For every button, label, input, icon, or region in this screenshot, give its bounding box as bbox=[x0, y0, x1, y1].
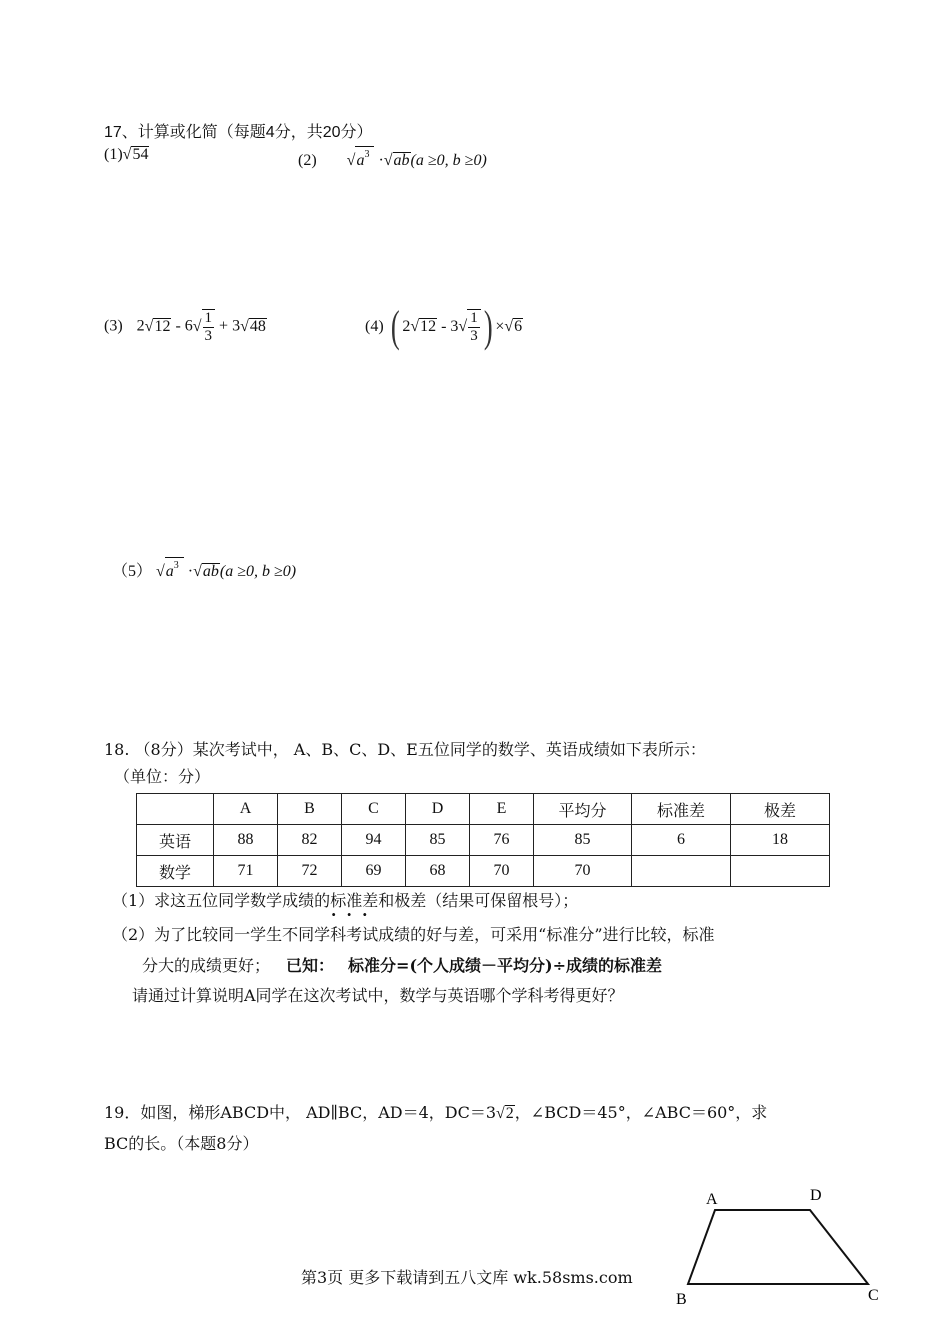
q17-title: 17、计算或化简（每题4分，共20分） bbox=[104, 124, 373, 141]
trapezoid-figure bbox=[660, 1180, 900, 1310]
table-cell: B bbox=[278, 794, 342, 825]
sqrt-a3: $√a^3$ bbox=[347, 146, 375, 170]
q17-part2: (2) $√a^3 \cdot√ab(a \ge 0$, b ≥0) bbox=[298, 146, 487, 170]
q18-sub2-line1: （2）为了比较同一学生不同学科考试成绩的好与差，可采用“标准分”进行比较，标准 bbox=[112, 925, 715, 944]
q17-p3-label: (3) bbox=[104, 317, 123, 335]
page-footer: 第3页 更多下载请到五八文库 wk.58sms.com bbox=[301, 1268, 633, 1287]
table-cell bbox=[137, 794, 214, 825]
vertex-label-c: C bbox=[868, 1287, 879, 1304]
sqrt-54: √54 bbox=[122, 146, 149, 163]
table-cell bbox=[731, 856, 830, 887]
vertex-label-b: B bbox=[676, 1291, 687, 1308]
emphasized-text: 标准差 ··· bbox=[330, 891, 379, 924]
table-cell: 18 bbox=[731, 825, 830, 856]
q17-p2-label: (2) bbox=[298, 152, 317, 169]
table-cell: E bbox=[470, 794, 534, 825]
sqrt-ab: √ab bbox=[383, 152, 410, 169]
table-cell: 69 bbox=[342, 856, 406, 887]
scores-table bbox=[136, 793, 830, 887]
table-row bbox=[137, 856, 830, 887]
q18-title: 18. （8分）某次考试中， A、B、C、D、E五位同学的数学、英语成绩如下表所示： bbox=[104, 740, 706, 759]
table-cell: 82 bbox=[278, 825, 342, 856]
vertex-label-a: A bbox=[706, 1191, 718, 1208]
q17-p1-label: (1) bbox=[104, 146, 123, 163]
table-cell bbox=[632, 856, 731, 887]
table-cell: C bbox=[342, 794, 406, 825]
vertex-label-d: D bbox=[810, 1187, 822, 1204]
table-cell: 英语 bbox=[137, 825, 214, 856]
trapezoid-shape bbox=[688, 1210, 868, 1284]
q17-p5-cond: (a ≥0, b ≥0) bbox=[219, 563, 297, 580]
sqrt-a3: $√a^3$ bbox=[156, 557, 184, 581]
q17-part3: (3) 2√12 - 6√ $\frac{1}{3}$ + 3√48 bbox=[104, 310, 266, 344]
table-header-row bbox=[137, 794, 830, 825]
table-cell: A bbox=[214, 794, 278, 825]
table-cell: 88 bbox=[214, 825, 278, 856]
q18-unit: （单位：分） bbox=[114, 767, 211, 786]
table-cell: 85 bbox=[406, 825, 470, 856]
q17-p4-label: (4) bbox=[365, 318, 384, 335]
table-cell: 数学 bbox=[137, 856, 214, 887]
table-cell: 平均分 bbox=[534, 794, 632, 825]
q17-p5-label: （5） bbox=[112, 563, 153, 580]
table-cell: 极差 bbox=[731, 794, 830, 825]
q17-part1 bbox=[104, 146, 149, 164]
sqrt-ab: √ab bbox=[193, 563, 219, 580]
q17-part5: （5） $√a^3 \cdot√ab(a \ge 0$, b ≥0) bbox=[112, 557, 296, 581]
table-cell: 标准差 bbox=[632, 794, 731, 825]
q18-sub1: （1）求这五位同学数学成绩的标准差 ··· 和极差（结果可保留根号）； bbox=[112, 891, 579, 924]
table-cell: 70 bbox=[534, 856, 632, 887]
q19-line2: BC的长。（本题8分） bbox=[104, 1134, 259, 1153]
table-cell: 72 bbox=[278, 856, 342, 887]
table-cell: 6 bbox=[632, 825, 731, 856]
table-cell: 85 bbox=[534, 825, 632, 856]
table-cell: 68 bbox=[406, 856, 470, 887]
q19-line1: 19．如图，梯形ABCD中， AD∥BC，AD＝4，DC＝3√2，∠BCD＝45°，∠ABC＝60°，求 bbox=[104, 1103, 768, 1122]
q17-part4: (4) ( 2√12 - 3√ $\frac{1}{3}$ ) ×√6 bbox=[365, 302, 523, 351]
table-cell: 76 bbox=[470, 825, 534, 856]
table-row bbox=[137, 825, 830, 856]
q18-sub2-line3: 请通过计算说明A同学在这次考试中，数学与英语哪个学科考得更好？ bbox=[132, 986, 624, 1005]
table-cell: D bbox=[406, 794, 470, 825]
q18-sub2-line2: 分大的成绩更好； 已知： 标准分=(个人成绩－平均分)÷成绩的标准差 bbox=[142, 956, 662, 975]
table-cell: 94 bbox=[342, 825, 406, 856]
table-cell: 70 bbox=[470, 856, 534, 887]
table-cell: 71 bbox=[214, 856, 278, 887]
q17-p2-cond: (a ≥0, b ≥0) bbox=[410, 152, 487, 169]
